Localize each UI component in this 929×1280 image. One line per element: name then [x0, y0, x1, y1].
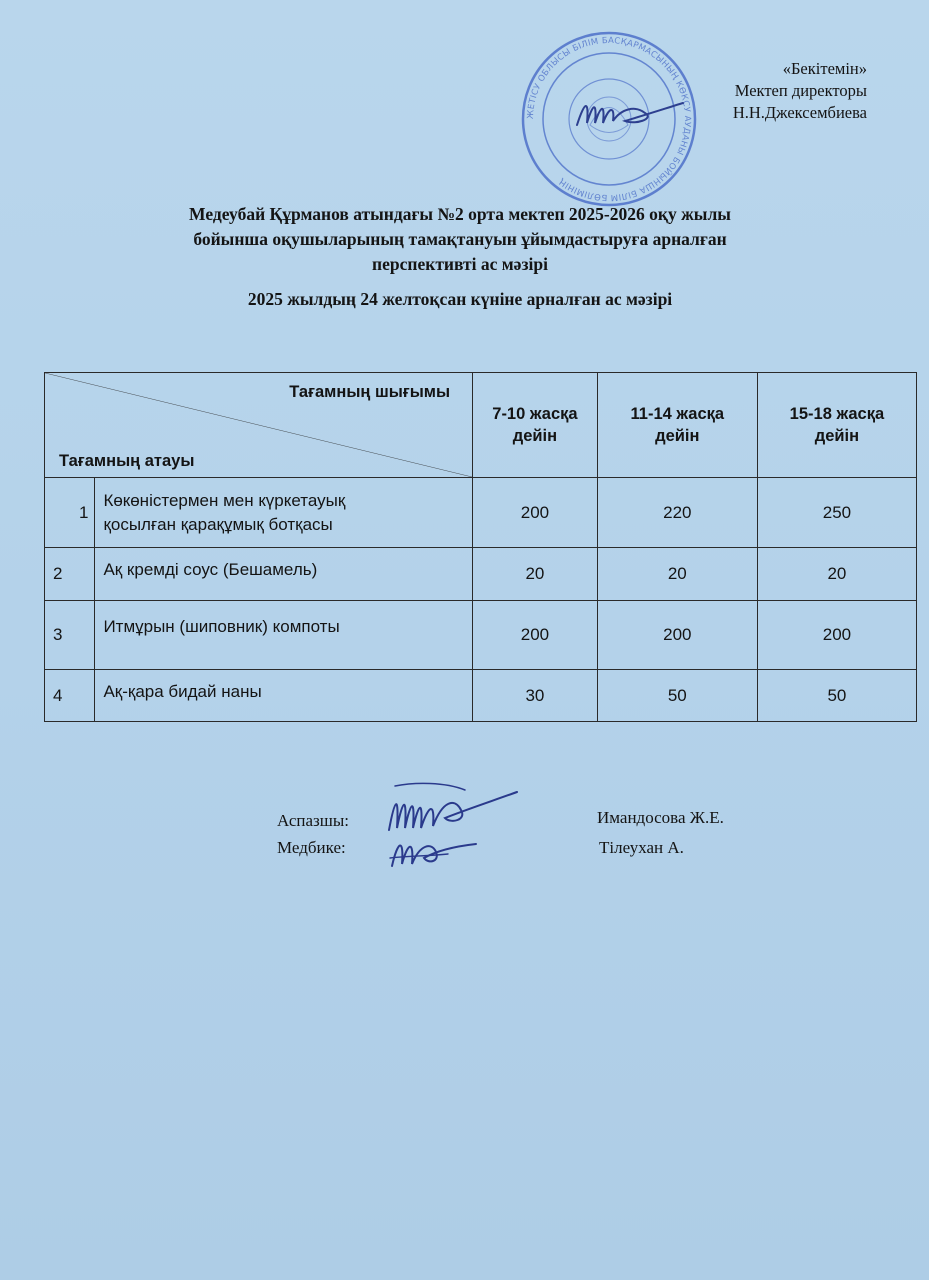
row-number: 1 — [45, 478, 95, 548]
table-header-row — [45, 373, 917, 478]
age-group-header — [757, 373, 916, 478]
row-number: 3 — [45, 601, 95, 670]
menu-table — [44, 372, 917, 722]
nurse-name: Тілеухан А. — [599, 838, 684, 857]
portion-value: 50 — [597, 670, 757, 722]
nurse-signature — [388, 828, 478, 873]
portion-value: 200 — [597, 601, 757, 670]
portion-value: 220 — [597, 478, 757, 548]
row-number: 2 — [45, 548, 95, 601]
nurse-label: Медбике: — [277, 838, 346, 857]
age-group-label: дейін — [512, 427, 558, 445]
approval-director-name: Н.Н.Джексембиева — [732, 103, 867, 122]
age-group-header — [597, 373, 757, 478]
age-group-label: 7-10 жасқа — [492, 405, 578, 423]
portion-value: 30 — [473, 670, 598, 722]
title-line-2: бойынша оқушыларының тамақтануын ұйымдастыруға арналған — [193, 229, 727, 249]
approval-block — [733, 58, 867, 124]
age-group-label: дейін — [655, 427, 700, 445]
age-group-label: 15-18 жасқа — [789, 405, 885, 423]
age-group-header — [473, 373, 598, 478]
approval-position: Мектеп директоры — [734, 81, 867, 100]
table-row — [45, 601, 917, 670]
document-title — [60, 202, 860, 312]
menu-date-subtitle: 2025 жылдың 24 желтоқсан күніне арналған ас мәзірі — [247, 289, 673, 309]
dish-name: Итмұрын (шиповник) компоты — [95, 601, 473, 670]
header-output: Тағамның шығымы — [289, 383, 451, 401]
dish-name: Ақ кремді соус (Бешамель) — [95, 548, 473, 601]
approval-title: «Бекітемін» — [782, 59, 867, 78]
portion-value: 20 — [757, 548, 916, 601]
age-group-label: 11-14 жасқа — [630, 405, 725, 423]
title-line-3: перспективті ас мәзірі — [372, 254, 548, 274]
header-dish-name: Тағамның атауы — [59, 452, 195, 470]
portion-value: 200 — [757, 601, 916, 670]
cook-label: Аспазшы: — [277, 811, 349, 830]
age-group-label: дейін — [814, 427, 860, 445]
portion-value: 250 — [757, 478, 916, 548]
table-row — [45, 670, 917, 722]
cook-name: Имандосова Ж.Е. — [597, 808, 724, 827]
dish-name-line: қосылған қарақұмық ботқасы — [103, 514, 333, 534]
dish-name: Ақ-қара бидай наны — [95, 670, 473, 722]
row-number: 4 — [45, 670, 95, 722]
portion-value: 50 — [757, 670, 916, 722]
svg-text:ЖЕТІСУ ОБЛЫСЫ БІЛІМ БАСҚАРМАСЫ: ЖЕТІСУ ОБЛЫСЫ БІЛІМ БАСҚАРМАСЫНЫҢ КӨКСУ АУДАНЫ БОЙЫНША БІЛІМ БӨЛІМІНІҢ — [525, 35, 693, 203]
title-line-1: Медеубай Құрманов атындағы №2 орта мектеп 2025-2026 оқу жылы — [189, 204, 731, 224]
dish-name-line: Көкөністермен мен күркетауық — [103, 490, 346, 510]
portion-value: 200 — [473, 478, 598, 548]
table-row — [45, 548, 917, 601]
portion-value: 20 — [597, 548, 757, 601]
portion-value: 20 — [473, 548, 598, 601]
table-row — [45, 478, 917, 548]
director-signature — [575, 95, 685, 135]
portion-value: 200 — [473, 601, 598, 670]
diagonal-header-cell — [45, 373, 473, 478]
dish-name — [95, 478, 473, 548]
